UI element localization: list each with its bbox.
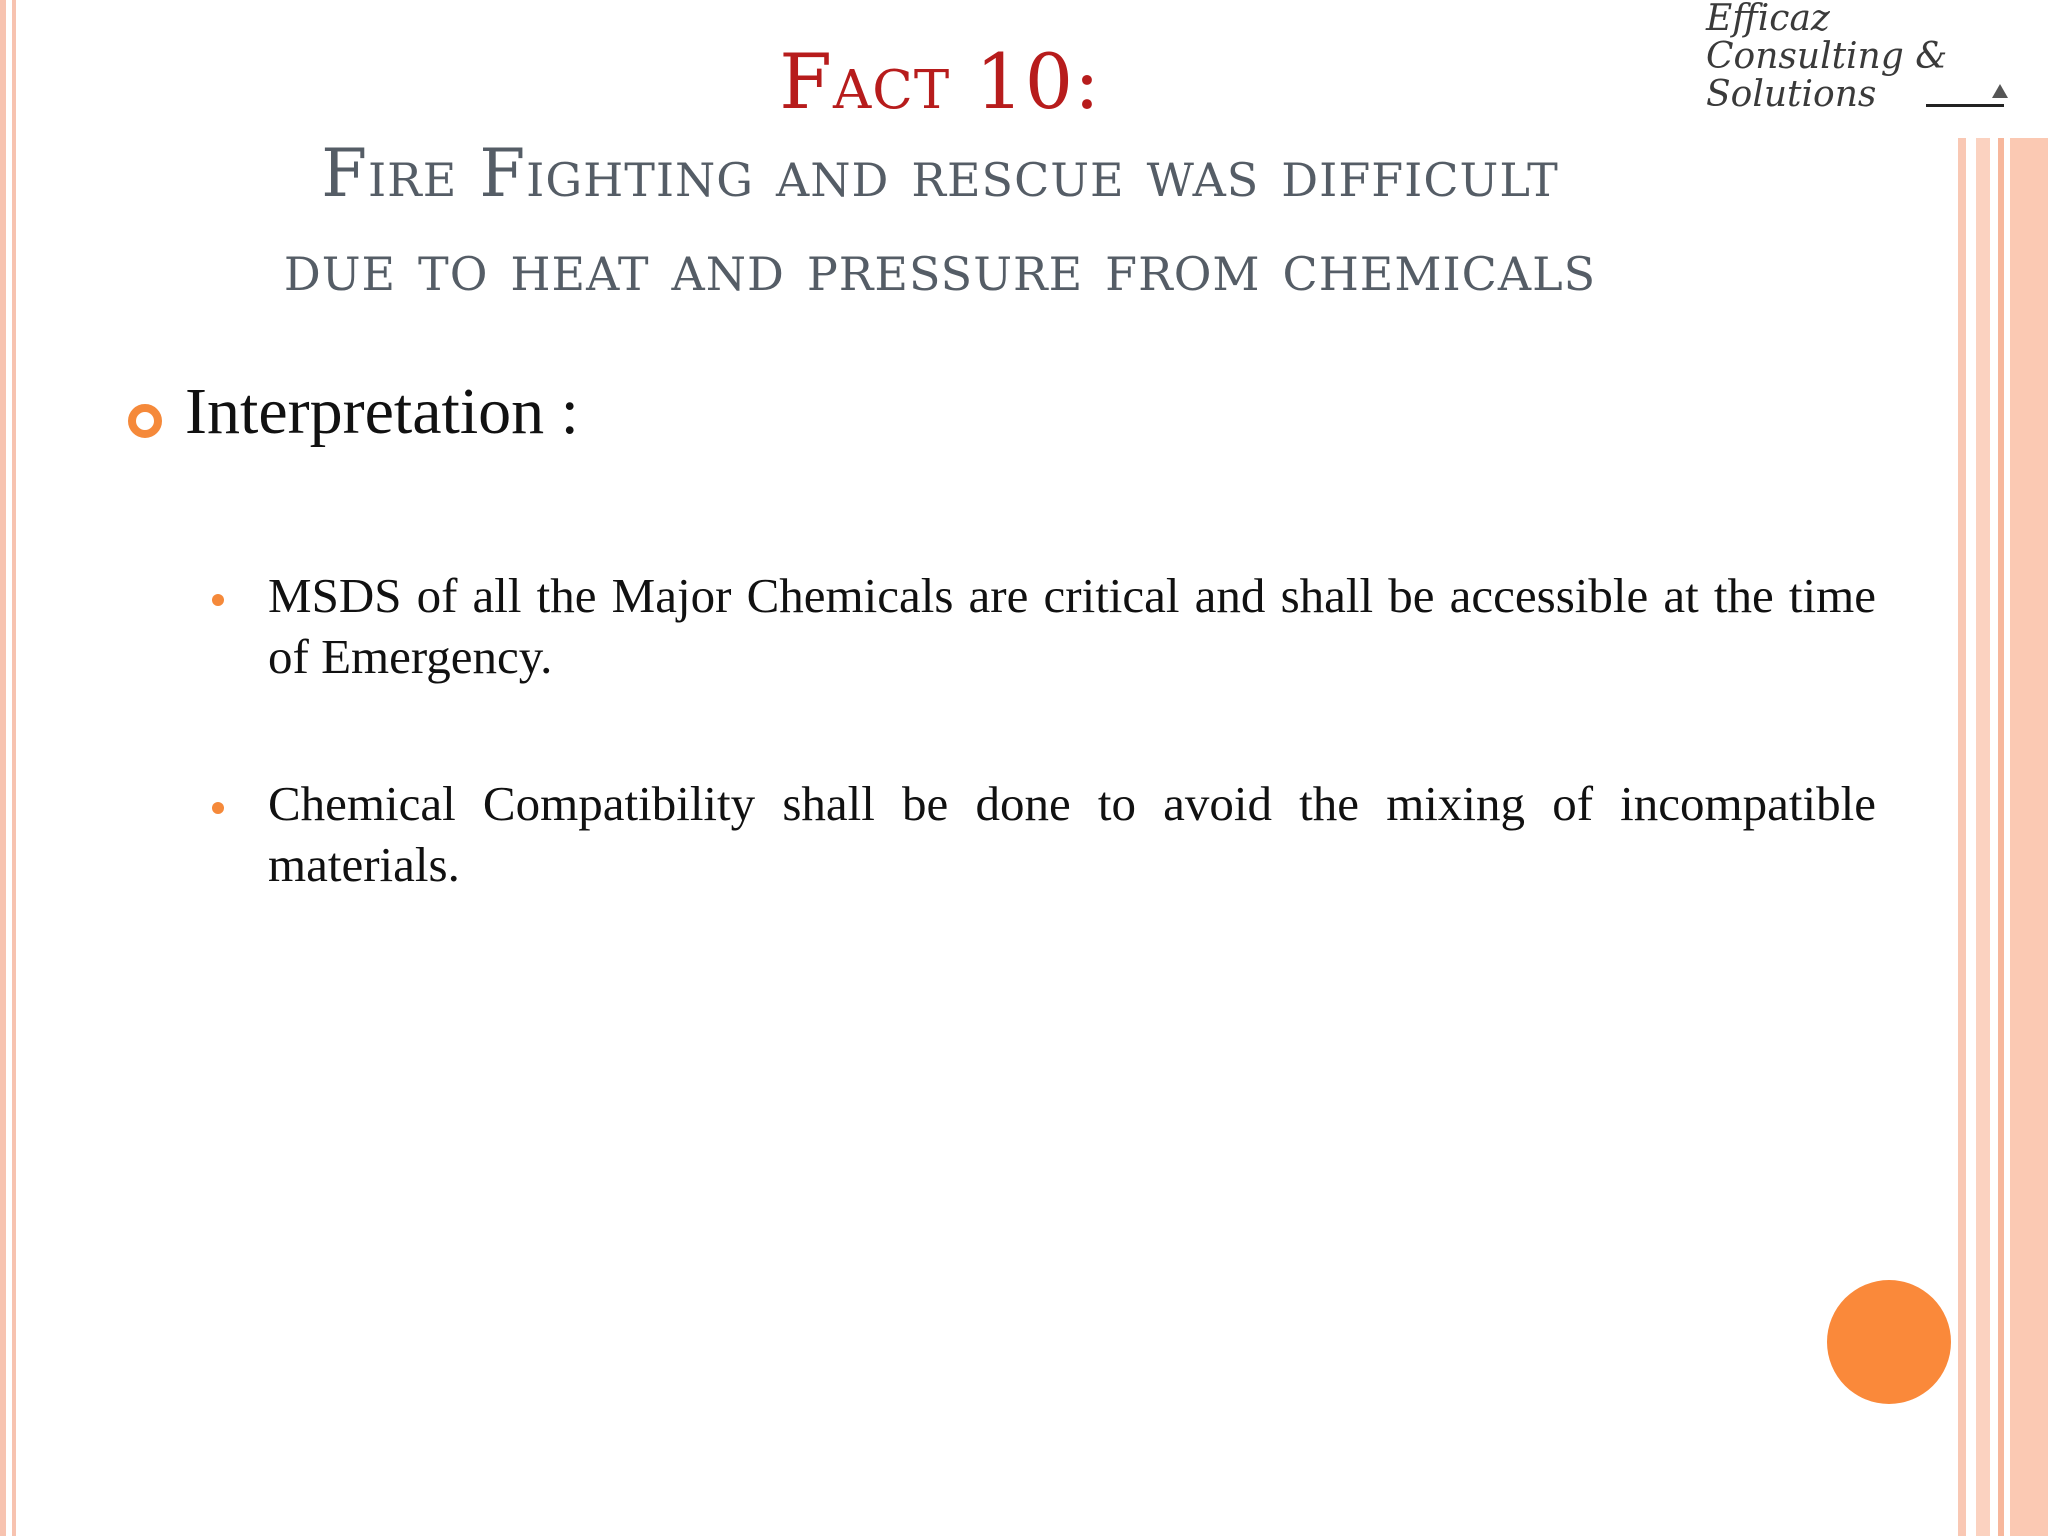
logo-text-line: Solutions [1706,74,1877,115]
slide-subtitle-line1: Fire Fighting and rescue was difficult [321,135,1559,212]
right-decorative-panel [1958,138,2048,1536]
right-stripe [1998,138,2004,1536]
logo-text-line: Consulting & [1706,36,1948,77]
logo-arrow-icon [1992,84,2008,98]
bullet-dot-icon [212,594,224,606]
decorative-circle [1827,1280,1951,1404]
bullet-point: MSDS of all the Major Chemicals are critical and shall be accessible at the time of Emergency. [268,568,1876,684]
bullet-ring-icon [128,404,162,438]
logo-text-line: Efficaz [1706,0,1830,39]
logo-underline [1926,104,2004,107]
right-stripe [1958,138,1966,1536]
right-stripe [2010,138,2048,1536]
right-stripe [1976,138,1990,1536]
bullet-dot-icon [212,802,224,814]
slide-subtitle-line2: due to heat and pressure from chemicals [283,229,1597,306]
bullet-point: Chemical Compatibility shall be done to avoid the mixing of incompatible materials. [268,776,1876,892]
slide-title: Fact 10: [779,37,1101,126]
section-heading: Interpretation : [185,375,580,448]
